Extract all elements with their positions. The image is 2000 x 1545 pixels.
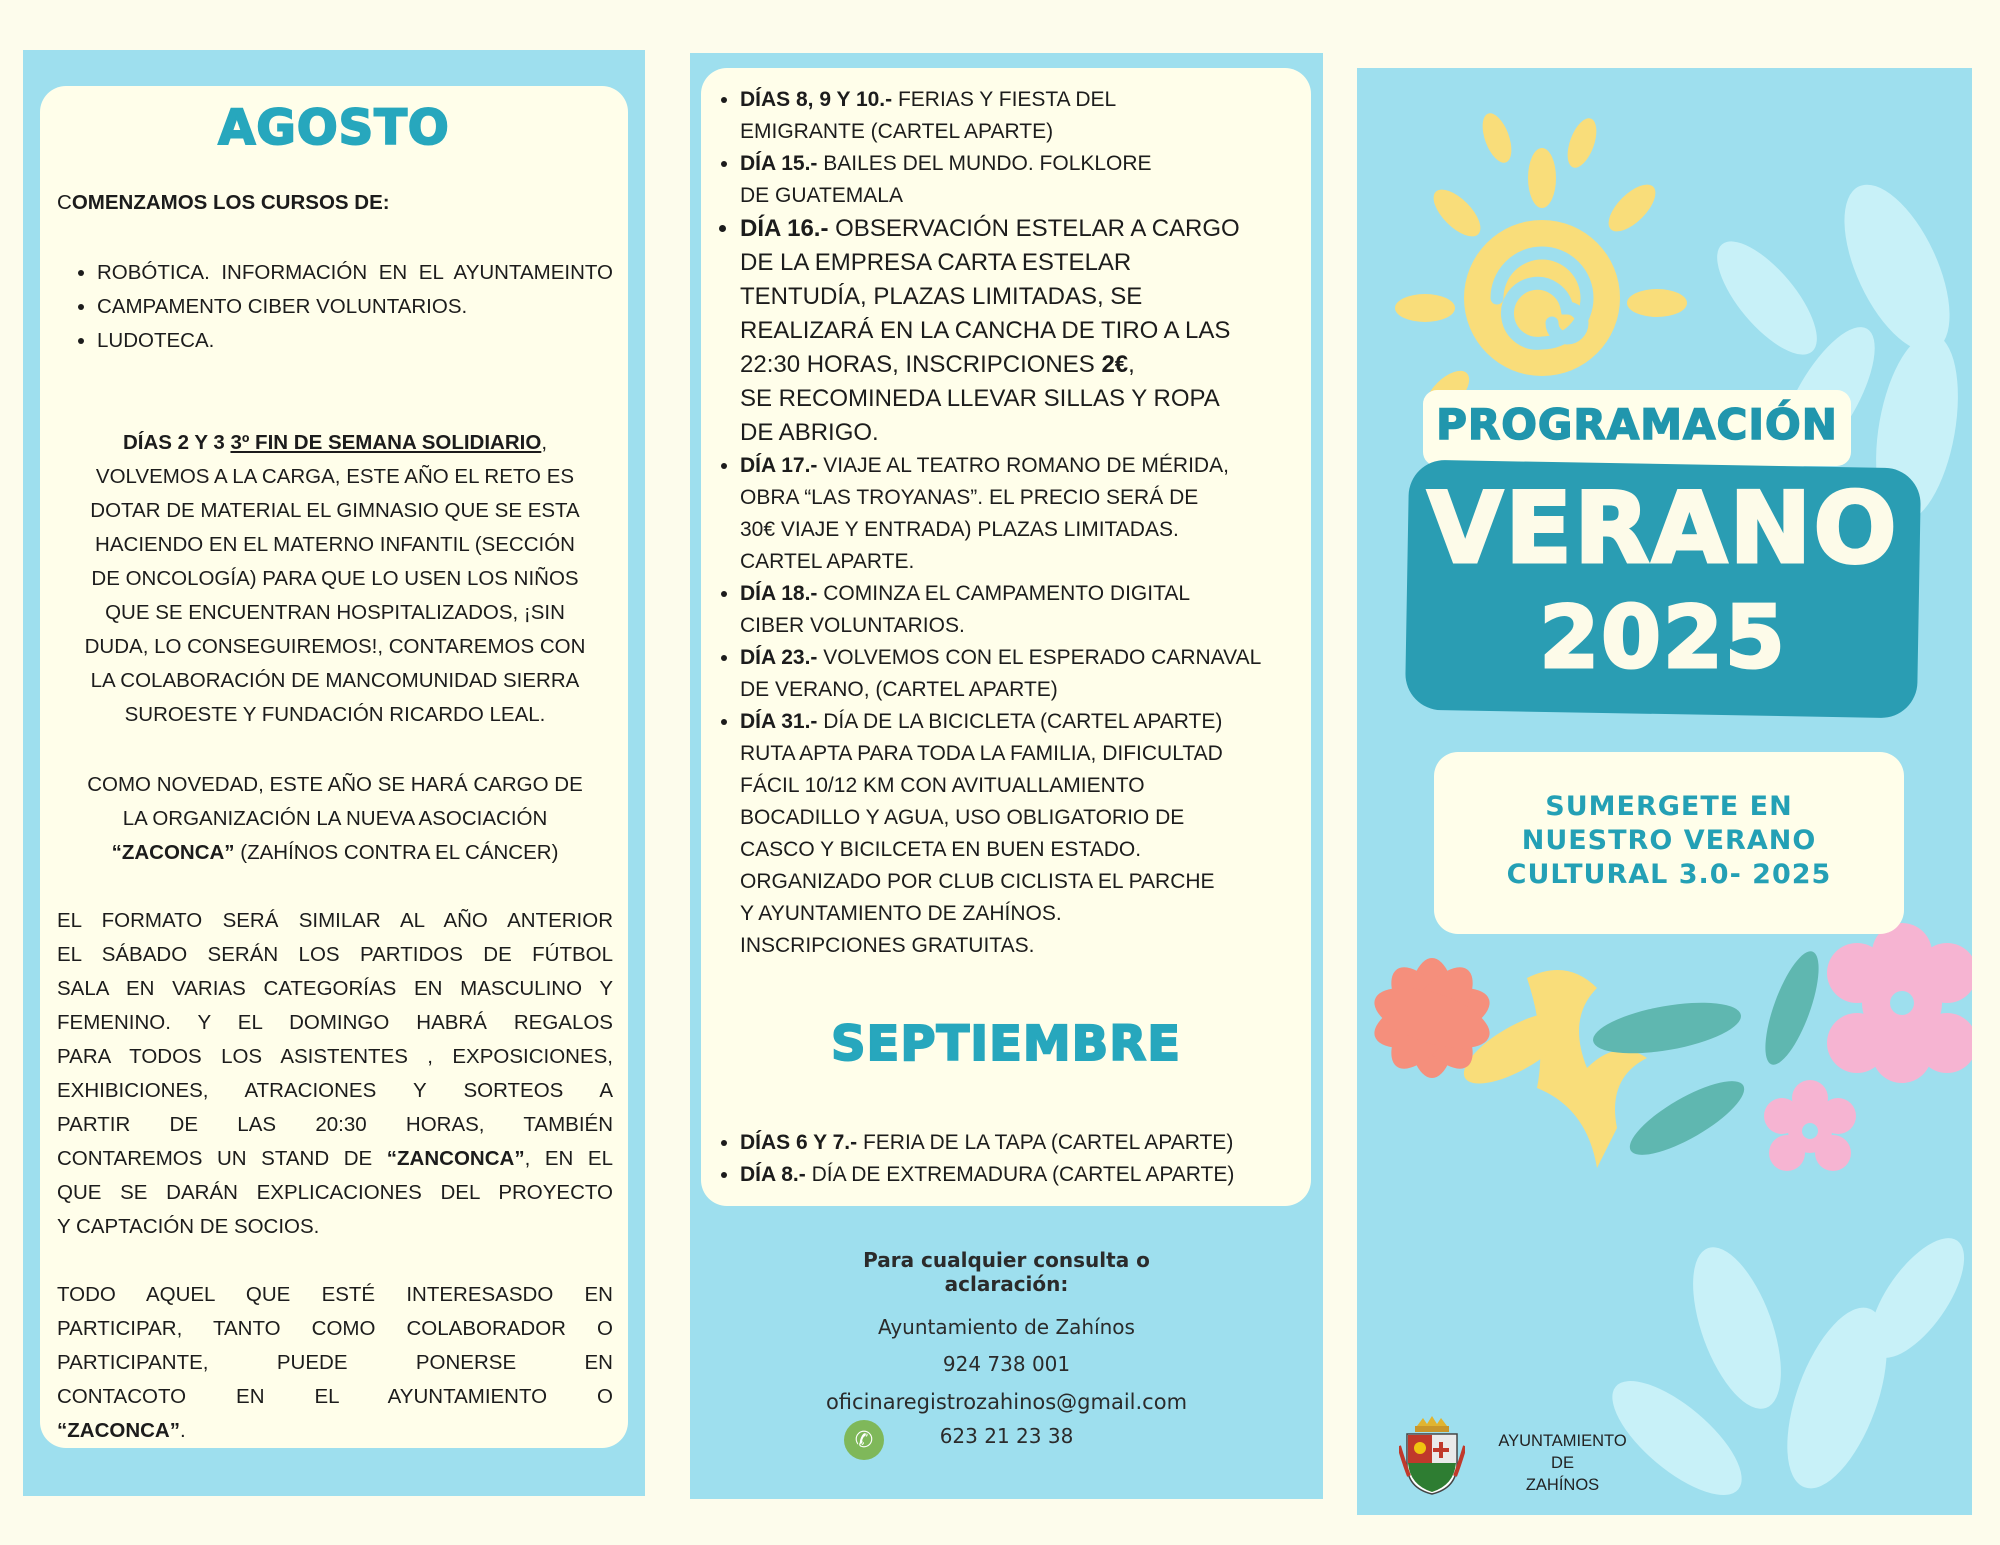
contact-heading: Para cualquier consulta o aclaración: [863,1248,1150,1296]
solidario-title: 3º FIN DE SEMANA SOLIDIARIO [230,431,542,454]
solidario-block: DÍAS 2 Y 3 3º FIN DE SEMANA SOLIDIARIO, VOLVEMOS A LA CARGA, ESTE AÑO EL RETO ES DOTAR DE MATERIAL EL GIMNASIO QUE SE ESTA HACIENDO EN EL MATERNO INFANTIL (SECCIÓN DE ONCOLOGÍA) PARA QUE LO USEN LOS NIÑOS QUE SE ENCUENTRAN HOSPITALIZADOS, ¡SIN DUDA, LO CONSEGUIREMOS!, CONTAREMOS CON LA COLABORACIÓN DE MANCOMUNIDAD SIERRA SUROESTE Y FUNDACIÓN RICARDO LEAL. [84,431,586,726]
agosto-card [40,86,628,1448]
sun-icon [1395,109,1687,422]
tagline: SUMERGETE EN NUESTRO VERANO CULTURAL 3.0- 2025 [1506,791,1832,890]
ayuntamiento-label: AYUNTAMIENTO DE ZAHÍNOS [1498,1432,1627,1494]
year-title: 2025 [1539,588,1787,688]
novedad-block: COMO NOVEDAD, ESTE AÑO SE HARÁ CARGO DE LA ORGANIZACIÓN LA NUEVA ASOCIACIÓN “ZACONCA” (ZAHÍNOS CONTRA EL CÁNCER) [87,773,583,864]
list-item: • DÍA 17.- VIAJE AL TEATRO ROMANO DE MÉRIDA, OBRA “LAS TROYANAS”. EL PRECIO SERÁ DE 30€ VIAJE Y ENTRADA) PLAZAS LIMITADAS. CARTEL APARTE. [740,450,1320,578]
list-item: • ROBÓTICA. INFORMACIÓN EN EL AYUNTAMEINTO [97,256,613,290]
contact-org: Ayuntamiento de Zahínos [878,1315,1135,1339]
contact-phone-2[interactable]: 623 21 23 38 [939,1424,1074,1448]
september-events [710,1127,1320,1191]
septiembre-title: SEPTIEMBRE [830,1016,1182,1072]
courses-intro: COMENZAMOS LOS CURSOS DE: [57,191,390,214]
agosto-title: AGOSTO [218,100,450,156]
list-item: • DÍA 15.- BAILES DEL MUNDO. FOLKLORE DE GUATEMALA [740,148,1320,212]
list-item: • DÍA 23.- VOLVEMOS CON EL ESPERADO CARNAVAL DE VERANO, (CARTEL APARTE) [740,642,1320,706]
list-item: • CAMPAMENTO CIBER VOLUNTARIOS. [97,290,613,324]
verano-title: VERANO [1427,472,1899,586]
formato-block: EL FORMATO SERÁ SIMILAR AL AÑO ANTERIOR EL SÁBADO SERÁN LOS PARTIDOS DE FÚTBOL SALA EN VARIAS CATEGORÍAS EN MASCULINO Y FEMENINO. Y EL DOMINGO HABRÁ REGALOS PARA TODOS LOS ASISTENTES , EXPOSICIONES, EXHIBICIONES, ATRACIONES Y SORTEOS A PARTIR DE LAS 20:30 HORAS, TAMBIÉN CONTAREMOS UN STAND DE “ZANCONCA”, EN EL QUE SE DARÁN EXPLICACIONES DEL PROYECTO Y CAPTACIÓN DE SOCIOS. [57,909,613,1238]
list-item: • LUDOTECA. [97,324,613,358]
contact-phone-1[interactable]: 924 738 001 [942,1352,1071,1376]
list-item: • DÍA 8.- DÍA DE EXTREMADURA (CARTEL APARTE) [740,1159,1320,1191]
pink-flower-icon [1764,923,1972,1171]
list-item: • DÍAS 6 Y 7.- FERIA DE LA TAPA (CARTEL APARTE) [740,1127,1320,1159]
august-events [710,84,1320,962]
programacion-label: PROGRAMACIÓN [1436,400,1838,449]
phone-icon: ✆ [844,1420,884,1460]
coat-of-arms-icon [1399,1416,1465,1496]
courses-list [57,256,613,358]
list-item: • DÍAS 8, 9 Y 10.- FERIAS Y FIESTA DEL EMIGRANTE (CARTEL APARTE) [740,84,1320,148]
list-item: • DÍA 16.- OBSERVACIÓN ESTELAR A CARGO DE LA EMPRESA CARTA ESTELAR TENTUDÍA, PLAZAS LIMITADAS, SE REALIZARÁ EN LA CANCHA DE TIRO A LAS 22:30 HORAS, INSCRIPCIONES 2€, SE RECOMINEDA LLEVAR SILLAS Y ROPA DE ABRIGO. [740,212,1320,450]
todo-block: TODO AQUEL QUE ESTÉ INTERESASDO EN PARTICIPAR, TANTO COMO COLABORADOR O PARTICIPANTE, PUEDE PONERSE EN CONTACOTO EN EL AYUNTAMIENTO O “ZACONCA”. [57,1283,613,1442]
list-item: • DÍA 18.- COMINZA EL CAMPAMENTO DIGITAL CIBER VOLUNTARIOS. [740,578,1320,642]
contact-email[interactable]: oficinaregistrozahinos@gmail.com [825,1390,1188,1414]
list-item: • DÍA 31.- DÍA DE LA BICICLETA (CARTEL APARTE) RUTA APTA PARA TODA LA FAMILIA, DIFICULTAD FÁCIL 10/12 KM CON AVITUALLAMIENTO BOCADILLO Y AGUA, USO OBLIGATORIO DE CASCO Y BICILCETA EN BUEN ESTADO. ORGANIZADO POR CLUB CICLISTA EL PARCHE Y AYUNTAMIENTO DE ZAHÍNOS. INSCRIPCIONES GRATUITAS. [740,706,1320,962]
